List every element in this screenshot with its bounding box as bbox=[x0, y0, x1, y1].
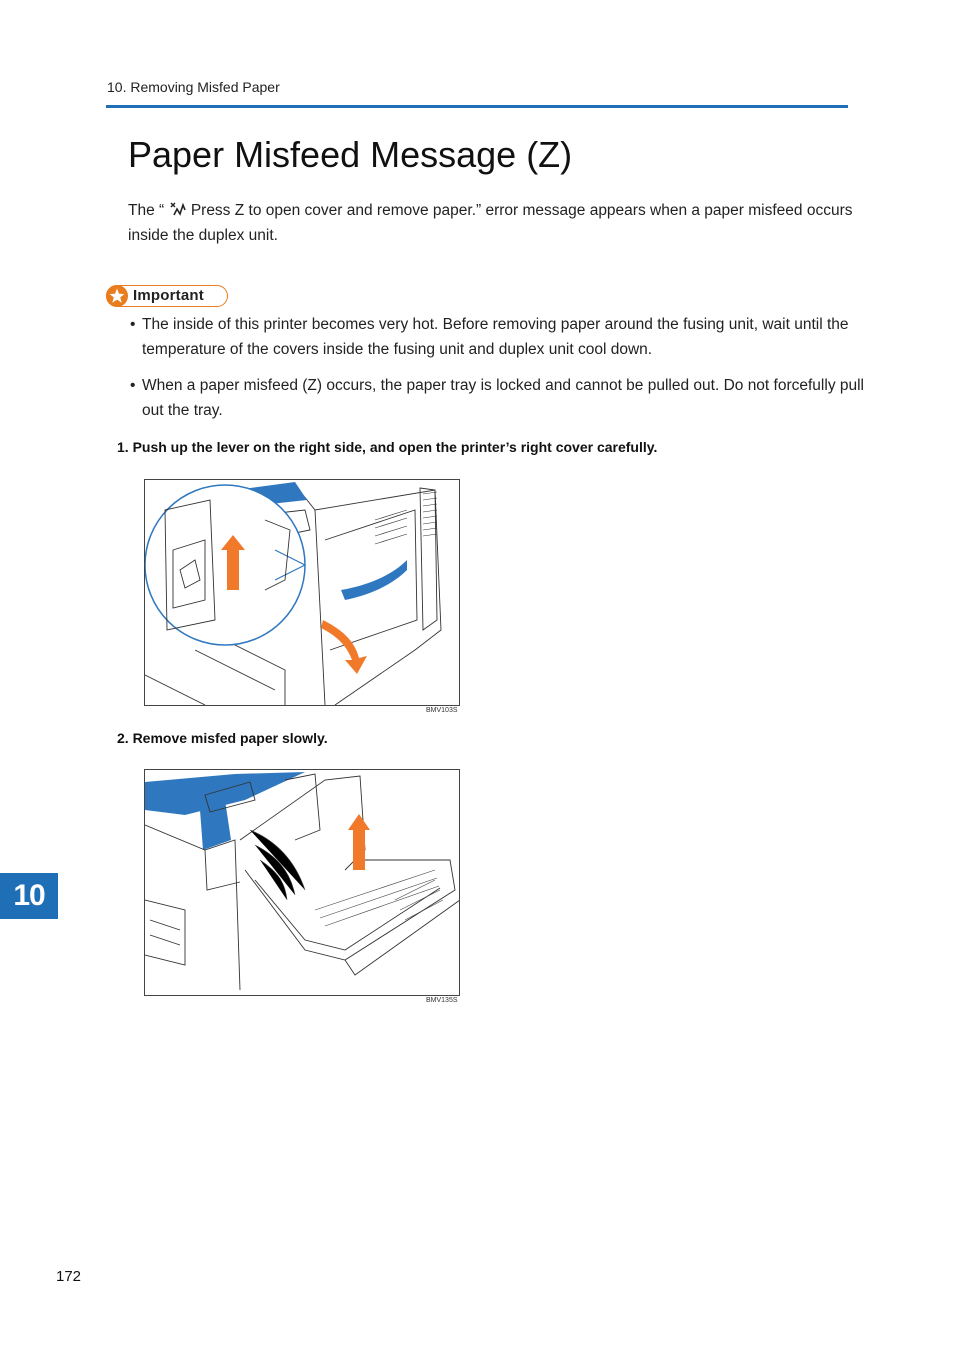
chapter-tab: 10 bbox=[0, 873, 58, 919]
figure-code: BMV103S bbox=[426, 707, 458, 714]
important-badge bbox=[106, 285, 228, 307]
step-2-instruction: 2. Remove misfed paper slowly. bbox=[117, 730, 328, 746]
intro-paragraph bbox=[128, 198, 868, 248]
intro-prefix: The “ bbox=[128, 202, 165, 219]
figure-remove-paper bbox=[144, 769, 460, 996]
intro-suffix: Press Z to open cover and remove paper.” error message appears when a paper misfeed occurs inside the duplex unit. bbox=[128, 202, 853, 244]
figure-open-right-cover bbox=[144, 479, 460, 706]
important-label: Important bbox=[133, 287, 204, 304]
running-head: 10. Removing Misfed Paper bbox=[107, 79, 280, 95]
misfeed-icon bbox=[169, 200, 187, 216]
page-title: Paper Misfeed Message (Z) bbox=[128, 134, 573, 175]
page-number: 172 bbox=[56, 1268, 82, 1285]
star-icon bbox=[106, 285, 128, 307]
figure-code: BMV135S bbox=[426, 997, 458, 1004]
step-1-instruction: 1. Push up the lever on the right side, and open the printer’s right cover carefully. bbox=[117, 439, 658, 455]
important-item: • The inside of this printer becomes very hot. Before removing paper around the fusing unit, wait until the temperature of the covers inside the fusing unit and duplex unit cool down. bbox=[130, 316, 849, 358]
header-rule bbox=[106, 105, 848, 108]
important-item: • When a paper misfeed (Z) occurs, the paper tray is locked and cannot be pulled out. Do not forcefully pull out the tray. bbox=[130, 377, 864, 419]
